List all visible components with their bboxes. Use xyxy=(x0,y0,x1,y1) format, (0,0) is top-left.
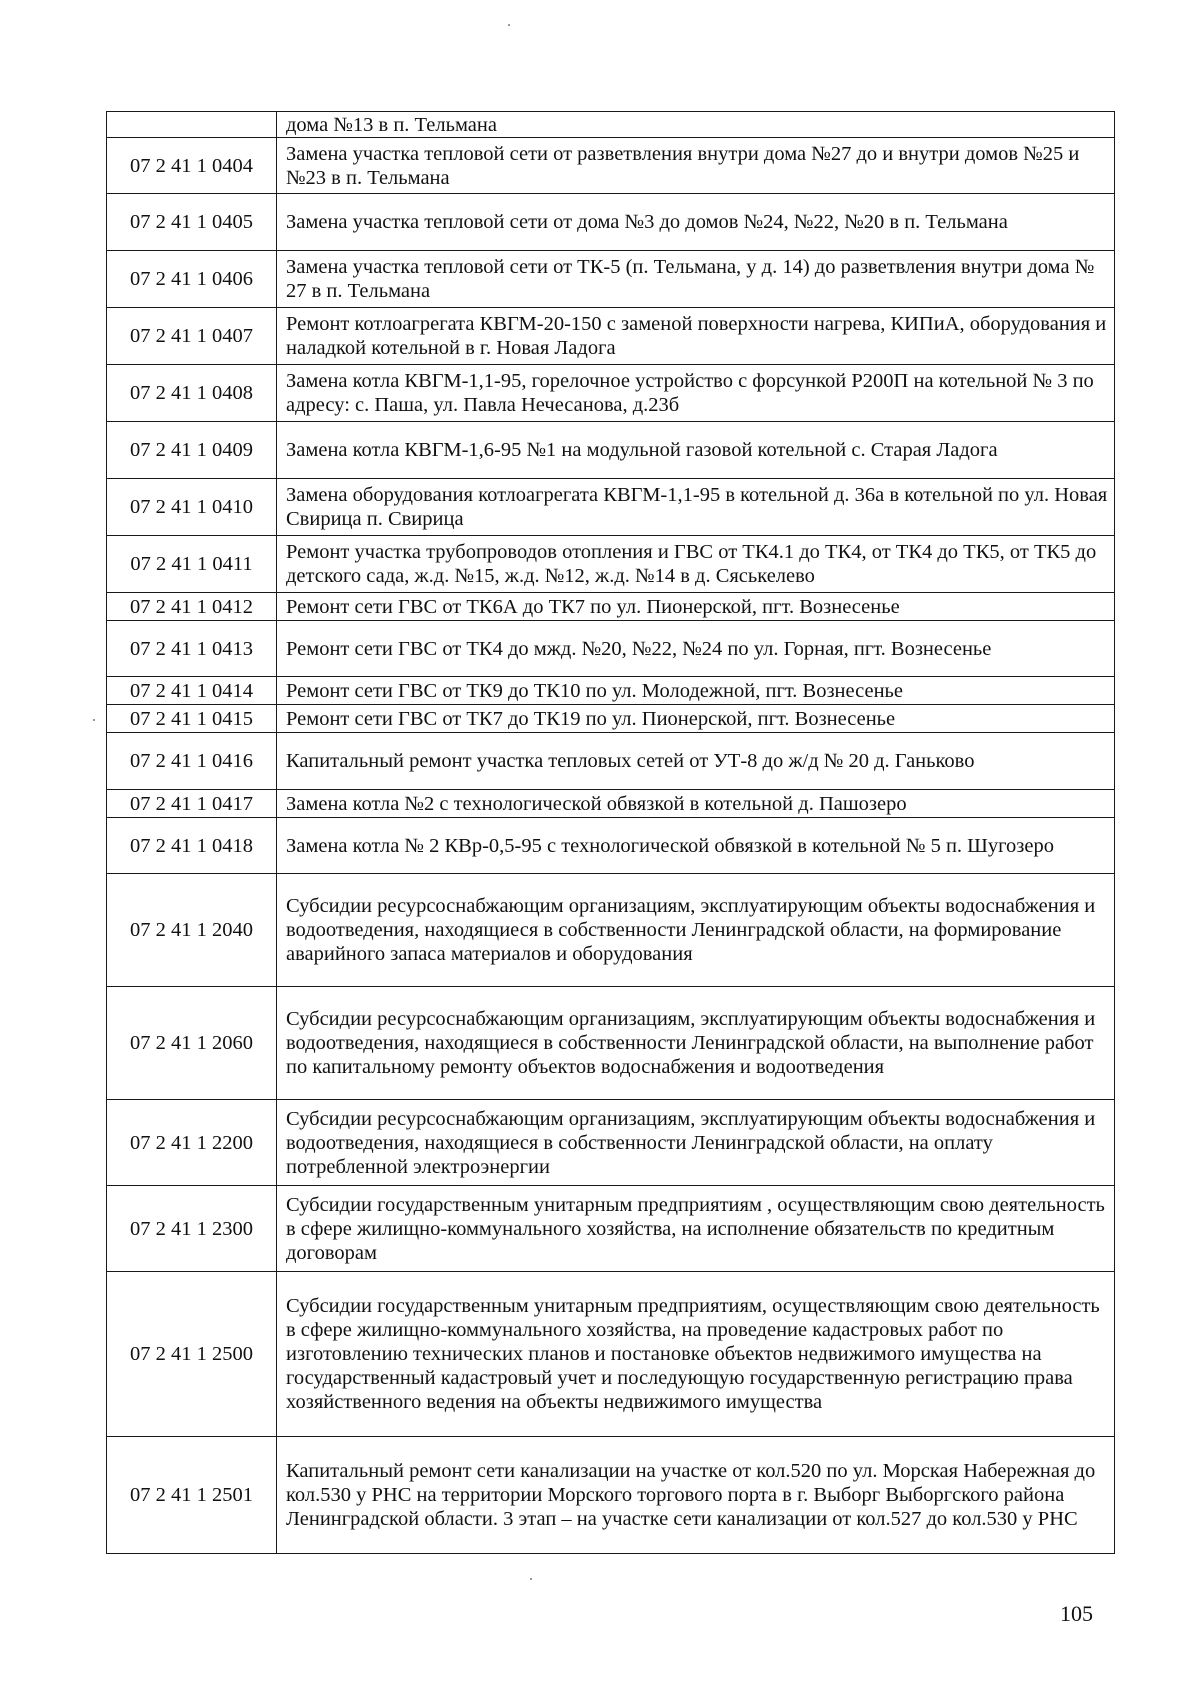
scan-speck xyxy=(93,719,95,721)
row-code: 07 2 41 1 0415 xyxy=(107,705,277,733)
row-description: Ремонт котлоагрегата КВГМ-20-150 с заменой поверхности нагрева, КИПиА, оборудования и наладкой котельной в г. Новая Ладога xyxy=(277,308,1115,365)
table-row xyxy=(107,987,1115,1100)
row-code: 07 2 41 1 0407 xyxy=(107,308,277,365)
row-code: 07 2 41 1 0413 xyxy=(107,621,277,677)
row-code: 07 2 41 1 0408 xyxy=(107,365,277,422)
row-code: 07 2 41 1 0410 xyxy=(107,479,277,536)
scan-speck xyxy=(508,24,510,26)
row-description: Ремонт участка трубопроводов отопления и ГВС от ТК4.1 до ТК4, от ТК4 до ТК5, от ТК5 до детского сада, ж.д. №15, ж.д. №12, ж.д. №14 в д. Сяськелево xyxy=(277,536,1115,593)
row-code: 07 2 41 1 0416 xyxy=(107,733,277,790)
table-row xyxy=(107,365,1115,422)
table-row xyxy=(107,733,1115,790)
row-description: Замена котла КВГМ-1,6-95 №1 на модульной газовой котельной с. Старая Ладога xyxy=(277,422,1115,479)
row-description: Замена котла №2 с технологической обвязкой в котельной д. Пашозеро xyxy=(277,790,1115,818)
page-number: 105 xyxy=(1060,1601,1093,1626)
row-description: Ремонт сети ГВС от ТК4 до мжд. №20, №22, №24 по ул. Горная, пгт. Вознесенье xyxy=(277,621,1115,677)
table-row xyxy=(107,138,1115,194)
row-code: 07 2 41 1 0412 xyxy=(107,593,277,621)
table-row xyxy=(107,1272,1115,1437)
row-description: дома №13 в п. Тельмана xyxy=(277,112,1115,138)
table-row xyxy=(107,308,1115,365)
row-code xyxy=(107,112,277,138)
row-description: Ремонт сети ГВС от ТК7 до ТК19 по ул. Пионерской, пгт. Вознесенье xyxy=(277,705,1115,733)
table-row xyxy=(107,536,1115,593)
budget-code-table xyxy=(106,111,1115,1554)
row-description: Субсидии ресурсоснабжающим организациям, эксплуатирующим объекты водоснабжения и водоотведения, находящиеся в собственности Ленинградской области, на оплату потребленной электроэнергии xyxy=(277,1100,1115,1186)
row-code: 07 2 41 1 2300 xyxy=(107,1186,277,1272)
row-code: 07 2 41 1 0411 xyxy=(107,536,277,593)
table-row xyxy=(107,593,1115,621)
table-row xyxy=(107,479,1115,536)
row-description: Замена участка тепловой сети от дома №3 до домов №24, №22, №20 в п. Тельмана xyxy=(277,194,1115,251)
table-row xyxy=(107,251,1115,308)
row-description: Замена участка тепловой сети от ТК-5 (п. Тельмана, у д. 14) до разветвления внутри дома № 27 в п. Тельмана xyxy=(277,251,1115,308)
row-code: 07 2 41 1 0409 xyxy=(107,422,277,479)
row-code: 07 2 41 1 0418 xyxy=(107,818,277,874)
row-description: Субсидии ресурсоснабжающим организациям, эксплуатирующим объекты водоснабжения и водоотведения, находящиеся в собственности Ленинградской области, на формирование аварийного запаса материалов и оборудования xyxy=(277,874,1115,987)
row-description: Ремонт сети ГВС от ТК6А до ТК7 по ул. Пионерской, пгт. Вознесенье xyxy=(277,593,1115,621)
table-row xyxy=(107,705,1115,733)
row-code: 07 2 41 1 0414 xyxy=(107,677,277,705)
row-code: 07 2 41 1 0405 xyxy=(107,194,277,251)
row-description: Замена оборудования котлоагрегата КВГМ-1,1-95 в котельной д. 36а в котельной по ул. Новая Свирица п. Свирица xyxy=(277,479,1115,536)
table-row xyxy=(107,621,1115,677)
row-code: 07 2 41 1 2500 xyxy=(107,1272,277,1437)
row-code: 07 2 41 1 2200 xyxy=(107,1100,277,1186)
table-row xyxy=(107,1100,1115,1186)
table-row xyxy=(107,422,1115,479)
table-row xyxy=(107,194,1115,251)
table-row xyxy=(107,1437,1115,1554)
scan-speck xyxy=(530,1578,532,1580)
row-description: Капитальный ремонт участка тепловых сетей от УТ-8 до ж/д № 20 д. Ганьково xyxy=(277,733,1115,790)
row-code: 07 2 41 1 2040 xyxy=(107,874,277,987)
row-description: Субсидии ресурсоснабжающим организациям, эксплуатирующим объекты водоснабжения и водоотведения, находящиеся в собственности Ленинградской области, на выполнение работ по капитальному ремонту объектов водоснабжения и водоотведения xyxy=(277,987,1115,1100)
row-description: Замена котла № 2 КВр-0,5-95 с технологической обвязкой в котельной № 5 п. Шугозеро xyxy=(277,818,1115,874)
row-code: 07 2 41 1 2501 xyxy=(107,1437,277,1554)
row-description: Капитальный ремонт сети канализации на участке от кол.520 по ул. Морская Набережная до кол.530 у РНС на территории Морского торгового порта в г. Выборг Выборгского района Ленинградской области. 3 этап – на участке сети канализации от кол.527 до кол.530 у РНС xyxy=(277,1437,1115,1554)
row-description: Субсидии государственным унитарным предприятиям , осуществляющим свою деятельность в сфере жилищно-коммунального хозяйства, на исполнение обязательств по кредитным договорам xyxy=(277,1186,1115,1272)
row-code: 07 2 41 1 0406 xyxy=(107,251,277,308)
row-description: Субсидии государственным унитарным предприятиям, осуществляющим свою деятельность в сфере жилищно-коммунального хозяйства, на проведение кадастровых работ по изготовлению технических планов и постановке объектов недвижимого имущества на государственный кадастровый учет и последующую государственную регистрацию права хозяйственного ведения на объекты недвижимого имущества xyxy=(277,1272,1115,1437)
table-row xyxy=(107,677,1115,705)
row-code: 07 2 41 1 2060 xyxy=(107,987,277,1100)
row-description: Ремонт сети ГВС от ТК9 до ТК10 по ул. Молодежной, пгт. Вознесенье xyxy=(277,677,1115,705)
table-row xyxy=(107,112,1115,138)
row-description: Замена котла КВГМ-1,1-95, горелочное устройство с форсункой Р200П на котельной № 3 по адресу: с. Паша, ул. Павла Нечесанова, д.23б xyxy=(277,365,1115,422)
table-row xyxy=(107,874,1115,987)
table-row xyxy=(107,790,1115,818)
table-row xyxy=(107,818,1115,874)
table-row xyxy=(107,1186,1115,1272)
row-description: Замена участка тепловой сети от разветвления внутри дома №27 до и внутри домов №25 и №23 в п. Тельмана xyxy=(277,138,1115,194)
row-code: 07 2 41 1 0404 xyxy=(107,138,277,194)
row-code: 07 2 41 1 0417 xyxy=(107,790,277,818)
